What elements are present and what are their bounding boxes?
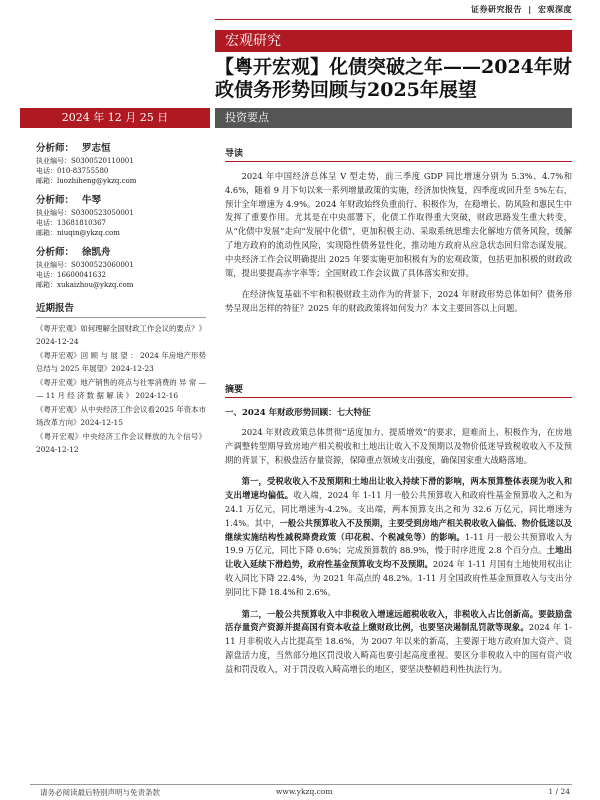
intro-heading: 导读 bbox=[225, 146, 572, 162]
footer-rule bbox=[30, 784, 572, 785]
body-text: 1-11 月一般公共预算收入为 19.9 万亿元，同比下降 0.6%；完成预算数的 88.9%，慢于时序进度 2.8 个百分点。 bbox=[225, 531, 572, 556]
header-rule bbox=[215, 19, 572, 20]
recent-report-link[interactable]: 《粤开宏观》从中央经济工作会议看2025 年资本市场改革方向》2024-12-15 bbox=[36, 405, 206, 427]
intro-paragraph: 2024 年中国经济总体呈 V 型走势，前三季度 GDP 同比增速分别为 5.3%、4.7%和 4.6%，随着 9 月下旬以来一系列增量政策的实施，经济加快恢复，四季度或回升至 5%左右，预计全年增速为 4.9%。2024 年财政始终负重前行、积极作为，在稳增长、防风险和惠民生中发挥了重要作用。尤其是在中央部署下，化债工作取得重大突破，财政思路发生重大转变，从“化债中发展”走向“发展中化债”，更加积极主动、采取系统思维去化解地方债务风险，缓解了地方政府的流动性风险，实现隐性债务显性化，推动地方政府从应急状态回归常态谋发展。中央经济工作会议明确提出 2025 年要实施更加积极有为的宏观政策，包括更加积极的财政政策，提出要提高赤字率等；全国财政工作会议做了具体落实和安排。 bbox=[225, 171, 572, 278]
recent-report-link[interactable]: 《粤开宏观》如何理解全国财政工作会议的要点？》2024-12-24 bbox=[36, 324, 206, 346]
recent-reports-title: 近期报告 bbox=[36, 304, 206, 318]
recent-report-link[interactable]: 《粤开宏观》地产销售的亮点与社零消费的 异 常 — — 11 月 经 济 数 据 解 读 》 2024-12-16 bbox=[36, 378, 206, 400]
highlight-text: 一般公共预算收入不及预期，主要受到房地产相关税收收入偏低、物价低迷以及继续实施结构性减税降费政策（印花税、个税减免等）的影响。 bbox=[225, 517, 572, 542]
body-text: 收入端，2024 年 1-11 月一般公共预算收入和政府性基金预算收入之和为 24.1 万亿元，同比增速为-4.2%。支出端，两本预算支出之和为 32.6 万亿元，同比增速为 1.4%。其中， bbox=[225, 490, 572, 528]
intro-section bbox=[225, 146, 572, 316]
recent-report-link[interactable]: 《粤开宏观》回 顾 与 展 望 ： 2024 年房地产形势总结与 2025 年展望》2024-12-23 bbox=[36, 351, 206, 373]
sidebar bbox=[36, 142, 206, 457]
analyst-label: 分析师： bbox=[36, 143, 75, 154]
summary-paragraph: 2024 年财政政策总体贯彻“适度加力、提质增效”的要求，迎难而上、积极作为，在房地产调整转型期导致房地产相关税收和土地出让收入不及预期以及物价低迷导致税收收入不及预期的背景下，积极盘活存量资源，保障重点领域支出强度，确保国家重大战略落地。 bbox=[225, 427, 572, 465]
analyst-license: 执业编号：S0300520110001 bbox=[36, 157, 134, 165]
body-text: 2024 年 1-11 月国有土地使用权出让收入同比下降 22.4%，为 2021 年高点的 48.2%。1-11 月全国政府性基金预算收入与支出分别同比下降 18.4%和 2.6%。 bbox=[225, 559, 572, 597]
analyst-license: 执业编号：S0300523060001 bbox=[36, 261, 134, 269]
header-separator: | bbox=[528, 5, 532, 14]
summary-paragraph bbox=[225, 475, 572, 599]
report-title: 【粤开宏观】化债突破之年——2024年财政债务形势回顾与2025年展望 bbox=[215, 56, 572, 101]
highlight-text: 土地出让收入延续下滑趋势，政府性基金预算收支均不及预期。 bbox=[225, 545, 572, 570]
report-date: 2024 年 12 月 25 日 bbox=[20, 108, 210, 128]
analyst-label: 分析师： bbox=[36, 195, 75, 206]
analyst-block bbox=[36, 142, 206, 186]
website-link[interactable]: www.ykzq.com bbox=[276, 787, 333, 796]
analyst-block bbox=[36, 194, 206, 238]
analyst-block bbox=[36, 246, 206, 290]
analyst-email[interactable]: 邮箱：xukaizhou@ykzq.com bbox=[36, 281, 134, 289]
analyst-email[interactable]: 邮箱：niuqin@ykzq.com bbox=[36, 229, 120, 237]
category-bar: 宏观研究 bbox=[215, 30, 572, 52]
analyst-phone: 电话：13681810367 bbox=[36, 219, 106, 227]
analyst-phone: 电话：010-83755580 bbox=[36, 167, 109, 175]
page-number: 1 / 24 bbox=[548, 787, 570, 796]
analyst-license: 执业编号：S0300523050001 bbox=[36, 209, 134, 217]
analyst-email[interactable]: 邮箱：luozhiheng@ykzq.com bbox=[36, 177, 137, 185]
analyst-label: 分析师： bbox=[36, 247, 75, 258]
report-type: 宏观深度 bbox=[538, 5, 572, 14]
section-heading: 一、2024 年财政形势回顾：七大特征 bbox=[225, 408, 371, 418]
report-series: 证券研究报告 bbox=[470, 5, 522, 14]
analyst-name: 徐凯舟 bbox=[82, 247, 111, 258]
summary-section bbox=[225, 382, 572, 677]
disclaimer-note: 请务必阅读最后特别声明与免责条款 bbox=[40, 788, 160, 797]
recent-report-link[interactable]: 《粤开宏观》中央经济工作会议释放的九个信号》2024-12-12 bbox=[36, 432, 206, 454]
summary-heading: 摘要 bbox=[225, 382, 572, 398]
analyst-name: 牛琴 bbox=[82, 195, 102, 206]
body-text: 2024 年 1-11 月非税收入占比提高至 18.6%，为 2007 年以来的新高，主要源于地方政府加大资产、资源盘活力度，当然部分地区罚没收入畸高也要引起高度重视。要区分非税收入中的国有资产收益和罚没收入，对于罚没收入畸高增长的地区，要坚决整顿趋利性执法行为。 bbox=[225, 622, 572, 674]
key-points-bar: 投资要点 bbox=[215, 108, 572, 128]
highlight-text: 第二，一般公共预算收入中非税收入增速远超税收收入，非税收入占比创新高。要鼓励盘活存量资产资源并提高国有资本收益上缴财政比例，也要坚决遏制乱罚款等现象。 bbox=[225, 608, 572, 633]
summary-paragraph bbox=[225, 608, 572, 677]
analyst-name: 罗志恒 bbox=[82, 143, 111, 154]
highlight-text: 第一，受税收收入不及预期和土地出让收入持续下滑的影响，两本预算整体表现为收入和支出增速均偏低。 bbox=[225, 476, 572, 501]
intro-paragraph: 在经济恢复基础不牢和积极财政主动作为的背景下，2024 年财政形势总体如何？债务形势呈现出怎样的特征？2025 年的财政政策将如何发力？本文主要回答以上问题。 bbox=[225, 289, 572, 314]
analyst-phone: 电话：16600041632 bbox=[36, 271, 106, 279]
report-header bbox=[471, 4, 572, 15]
